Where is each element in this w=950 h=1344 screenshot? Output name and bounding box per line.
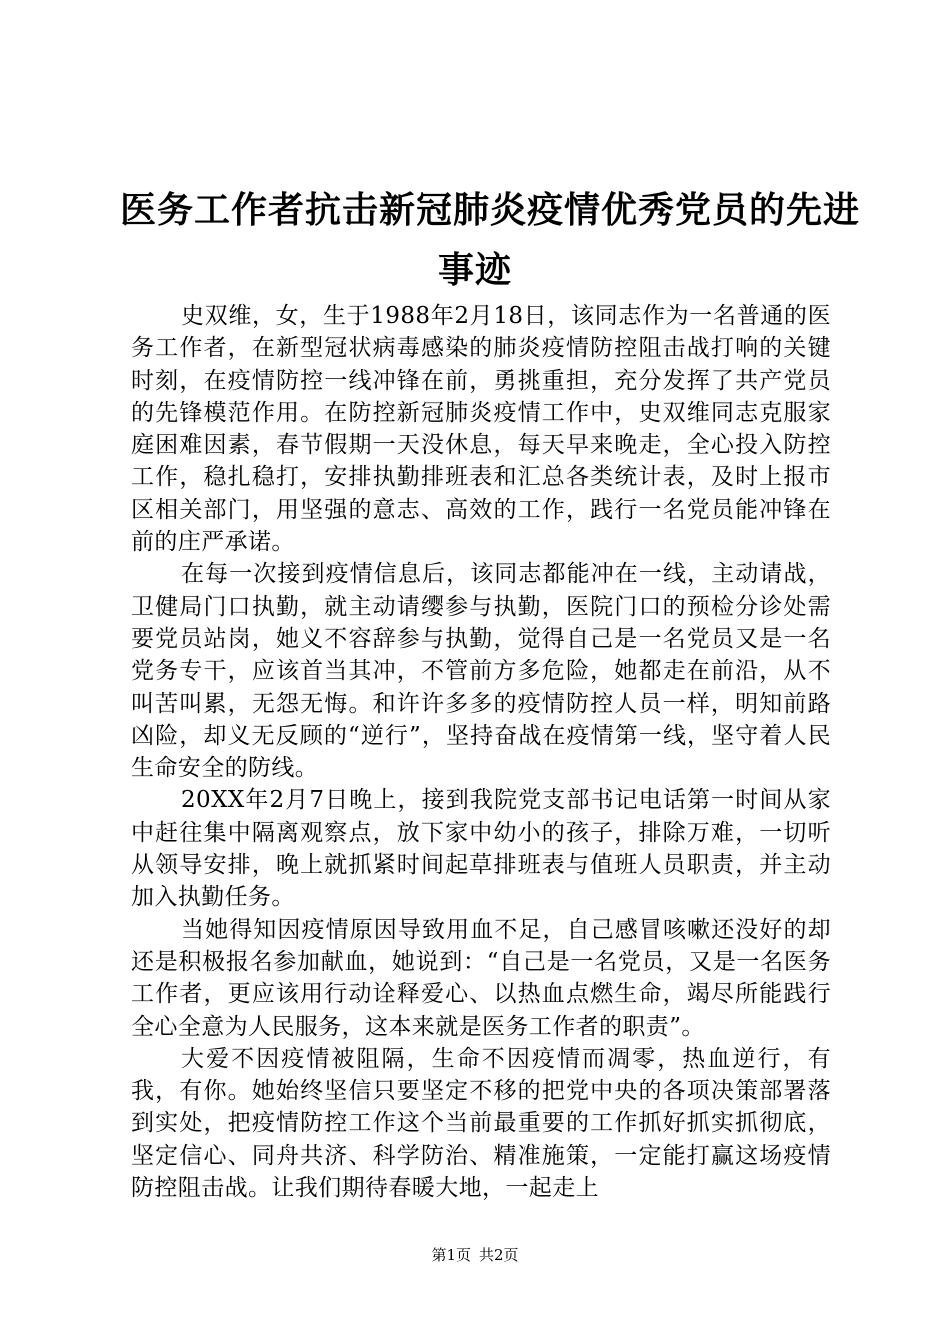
paragraph-4: 当她得知因疫情原因导致用血不足，自己感冒咳嗽还没好的却还是积极报名参加献血，她说到：“自己是一名党员，又是一名医务工作者，更应该用行动诠释爱心、以热血点燃生命，竭尽所能践行全心全意为人民服务，这本来就是医务工作者的职责”。 (131, 916, 831, 1040)
paragraph-2: 在每一次接到疫情信息后，该同志都能冲在一线，主动请战，卫健局门口执勤，就主动请缨参与执勤，医院门口的预检分诊处需要党员站岗，她义不容辞参与执勤，觉得自己是一名党员又是一名党务专干，应该首当其冲，不管前方多危险，她都走在前沿，从不叫苦叫累，无怨无悔。和许许多多的疫情防控人员一样，明知前路凶险，却义无反顾的“逆行”，坚持奋战在疫情第一线，坚守着人民生命安全的防线。 (131, 561, 831, 782)
paragraph-1: 史双维，女，生于1988年2月18日，该同志作为一名普通的医务工作者，在新型冠状病毒感染的肺炎疫情防控阻击战打响的关键时刻，在疫情防控一线冲锋在前，勇挑重担，充分发挥了共产党员的先锋模范作用。在防控新冠肺炎疫情工作中，史双维同志克服家庭困难因素，春节假期一天没休息，每天早来晚走，全心投入防控工作，稳扎稳打，安排执勤排班表和汇总各类统计表，及时上报市区相关部门，用坚强的意志、高效的工作，践行一名党员能冲锋在前的庄严承诺。 (131, 303, 831, 556)
document-title-line-2: 事迹 (437, 249, 512, 291)
page-total: 共2页 (479, 1246, 519, 1264)
paragraph-3: 20XX年2月7日晚上，接到我院党支部书记电话第一时间从家中赶往集中隔离观察点，放下家中幼小的孩子，排除万难，一切听从领导安排，晚上就抓紧时间起草排班表与值班人员职责，并主动加入执勤任务。 (131, 787, 831, 911)
document-title-line-1: 医务工作者抗击新冠肺炎疫情优秀党员的先进 (120, 189, 861, 231)
document-body (131, 300, 831, 1204)
page-number: 第1页 (431, 1246, 471, 1264)
paragraph-5: 大爱不因疫情被阻隔，生命不因疫情而凋零，热血逆行，有我，有你。她始终坚信只要坚定不移的把党中央的各项决策部署落到实处，把疫情防控工作这个当前最重要的工作抓好抓实抓彻底，坚定信心、同舟共济、科学防治、精准施策，一定能打赢这场疫情防控阻击战。让我们期待春暖大地，一起走上 (131, 1045, 831, 1202)
page-footer (0, 1245, 950, 1265)
